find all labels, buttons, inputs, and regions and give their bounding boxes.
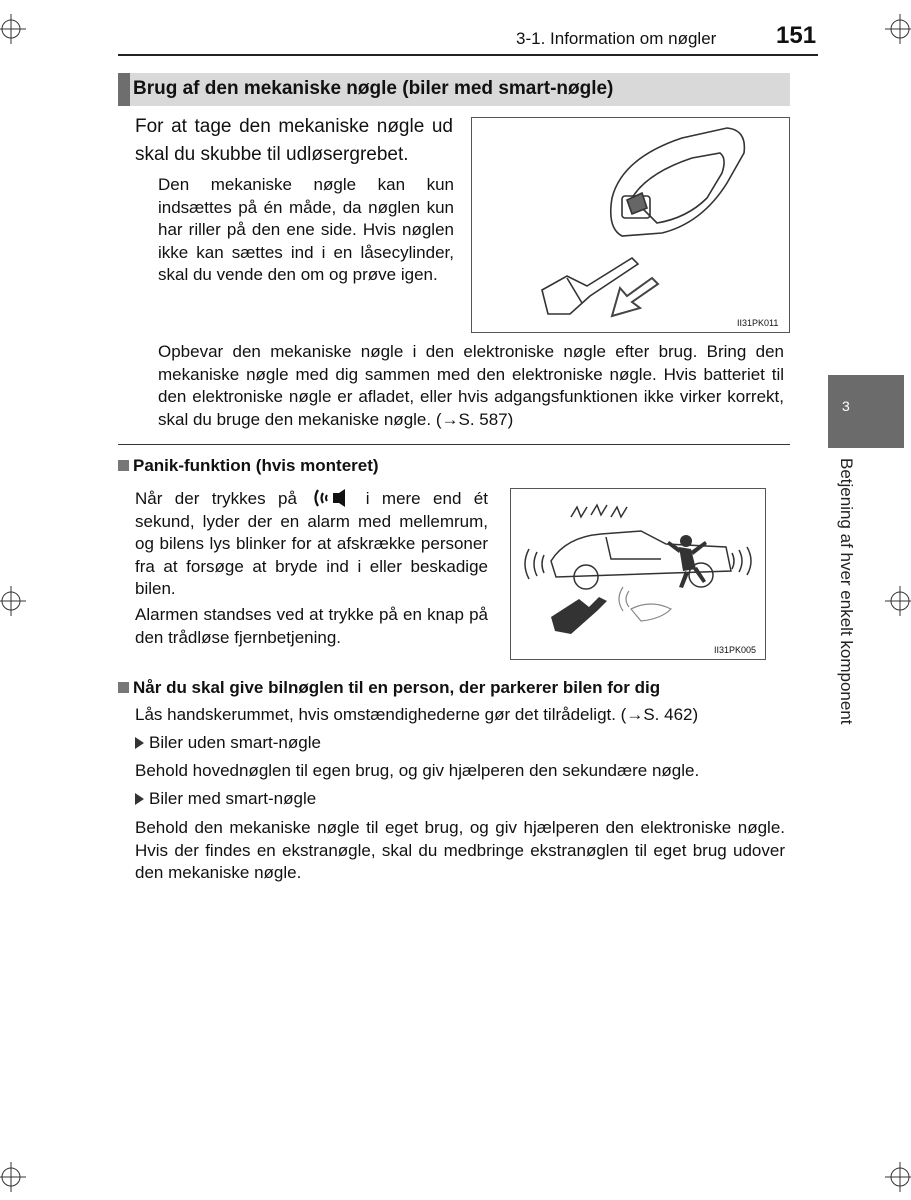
- intro-paragraph: For at tage den mekaniske nøgle ud skal du skubbe til udløsergrebet.: [135, 116, 453, 165]
- section-divider: [118, 444, 790, 445]
- registration-mark-icon: [885, 586, 911, 616]
- valet-paragraph-glovebox: Lås handskerummet, hvis omstændighederne gør det tilrådeligt. (→S. 462): [135, 705, 699, 724]
- chapter-label: Betjening af hver enkelt komponent: [837, 458, 856, 725]
- header-rule: [118, 54, 818, 56]
- note-paragraph-key-insertion: Den mekaniske nøgle kan kun indsættes på én måde, da nøglen kun har riller på den ene side. Hvis nøglen ikke kan sættes ind i en låsecylinder, skal du vende den om og prøve igen.: [158, 175, 454, 284]
- square-bullet-icon: [118, 460, 129, 471]
- panic-button-icon: [313, 488, 349, 508]
- figure-code: II31PK011: [737, 318, 779, 328]
- running-header: 3-1. Information om nøgler: [516, 29, 717, 48]
- registration-mark-icon: [0, 586, 26, 616]
- chapter-tab: [828, 375, 904, 448]
- panic-paragraph: Når der trykkes på i mere end ét sekund, lyder der en alarm med mellemrum, og bilens lys blinker for at afskrække personer fra at forsøge at bryde ind i eller beskadige bilen.: [135, 489, 488, 598]
- smart-key-figure: [471, 117, 790, 333]
- valet-paragraph-master-key: Behold hovednøglen til egen brug, og giv hjælperen den sekundære nøgle.: [135, 761, 700, 780]
- valet-subheading-without-smart-key: Biler uden smart-nøgle: [135, 732, 785, 755]
- triangle-bullet-icon: [135, 737, 144, 749]
- registration-mark-icon: [885, 1162, 911, 1192]
- triangle-bullet-icon: [135, 793, 144, 805]
- section-title: Brug af den mekaniske nøgle (biler med smart-nøgle): [133, 78, 614, 99]
- registration-mark-icon: [0, 14, 26, 44]
- chapter-number: 3: [842, 398, 850, 414]
- note-paragraph-storage: Opbevar den mekaniske nøgle i den elektroniske nøgle efter brug. Bring den mekaniske nøgle med dig sammen med den elektroniske nøgle. Hvis batteriet til den elektroniske nøgle er afladet, eller hvis adgangsfunktionen ikke virker korrekt, skal du bruge den mekaniske nøgle. (→S. 587): [158, 342, 784, 429]
- valet-heading: Når du skal give bilnøglen til en person, der parkerer bilen for dig: [118, 678, 660, 698]
- figure-code: II31PK005: [714, 645, 757, 655]
- registration-mark-icon: [885, 14, 911, 44]
- panic-heading: Panik-funktion (hvis monteret): [118, 456, 379, 476]
- registration-mark-icon: [0, 1162, 26, 1192]
- page-number: 151: [776, 22, 817, 49]
- valet-subheading-with-smart-key: Biler med smart-nøgle: [135, 788, 785, 811]
- panic-alarm-illustration: [511, 489, 765, 659]
- smart-key-illustration: [472, 118, 789, 332]
- panic-alarm-figure: [510, 488, 766, 660]
- panic-stop-paragraph: Alarmen standses ved at trykke på en knap på den trådløse fjernbetjening.: [135, 605, 488, 647]
- valet-paragraph-mechanical-key: Behold den mekaniske nøgle til eget brug, og giv hjælperen den elektroniske nøgle. Hvis der findes en ekstranøgle, skal du medbringe ekstranøglen til eget brug udover den mekaniske nøgle.: [135, 818, 785, 882]
- square-bullet-icon: [118, 682, 129, 693]
